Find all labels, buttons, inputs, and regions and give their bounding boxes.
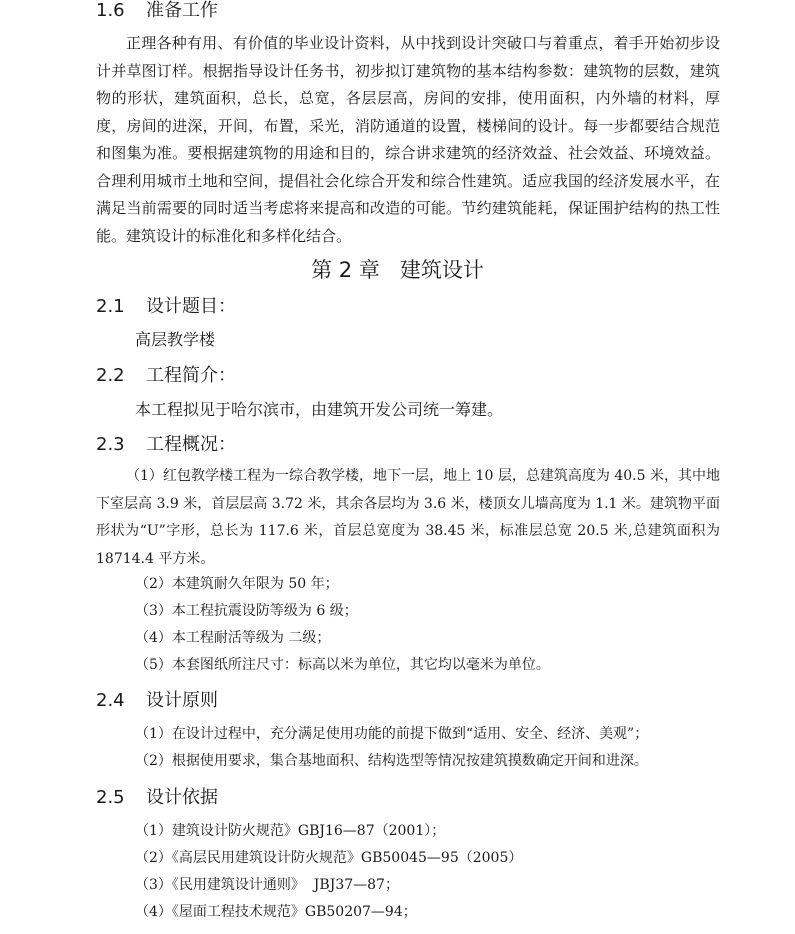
section-heading-2-5 bbox=[96, 783, 218, 809]
list-item: （4）本工程耐活等级为 二级； bbox=[135, 630, 331, 646]
section-1-6-paragraph: 正理各种有用、有价值的毕业设计资料，从中找到设计突破口与着重点，着手开始初步设计并草图订样。根据指导设计任务书，初步拟订建筑物的基本结构参数：建筑物的层数，建筑物的形状，建筑面积，总长，总宽，各层层高，房间的安排，使用面积，内外墙的材料，厚度，房间的进深，开间，布置，采光，消防通道的设置，楼梯间的设计。每一步都要结合规范和图集为准。要根据建筑物的用途和目的，综合讲求建筑的经济效益、社会效益、环境效益。合理利用城市土地和空间，提倡社会化综合开发和综合性建筑。适应我国的经济发展水平，在满足当前需要的同时适当考虑将来提高和改造的可能。节约建筑能耗，保证围护结构的热工性能。建筑设计的标准化和多样化结合。 bbox=[96, 34, 720, 245]
section-number: 2.4 bbox=[96, 690, 125, 711]
section-heading-1-6 bbox=[96, 0, 218, 22]
section-2-2-text: 本工程拟见于哈尔滨市，由建筑开发公司统一筹建。 bbox=[135, 400, 504, 419]
section-heading-2-3 bbox=[96, 430, 236, 456]
section-heading-2-4 bbox=[96, 686, 218, 712]
section-title: 工程概况： bbox=[146, 434, 236, 455]
chapter-heading bbox=[0, 254, 795, 284]
section-title: 设计题目： bbox=[146, 296, 236, 317]
chapter-label: 第 2 章 bbox=[311, 258, 380, 282]
section-number: 2.3 bbox=[96, 434, 125, 455]
section-heading-2-1 bbox=[96, 292, 236, 318]
list-item: （1）在设计过程中，充分满足使用功能的前提下做到“适用、安全、经济、美观”； bbox=[135, 726, 649, 742]
section-2-3-paragraph: （1）红包教学楼工程为一综合教学楼，地下一层，地上 10 层，总建筑高度为 40.5 米，其中地下室层高 3.9 米，首层层高 3.72 米，其余各层均为 3.6 米，楼顶女儿墙高度为 1.1 米。建筑物平面形状为“U”字形，总长为 117.6 米，首层总宽度为 38.45 米，标准层总宽 20.5 米,总建筑面积为 18714.4 平方米。 bbox=[96, 468, 720, 567]
list-item: （3）本工程抗震设防等级为 6 级； bbox=[135, 603, 358, 619]
list-item: （5）本套图纸所注尺寸：标高以米为单位，其它均以毫米为单位。 bbox=[135, 657, 550, 673]
list-item: （2）本建筑耐久年限为 50 年； bbox=[135, 576, 339, 592]
list-item: （4）《屋面工程技术规范》GB50207—94； bbox=[135, 904, 417, 920]
section-number: 2.1 bbox=[96, 296, 125, 317]
section-title: 工程简介： bbox=[146, 365, 236, 386]
section-title: 准备工作 bbox=[146, 0, 218, 21]
list-item: （2）根据使用要求，集合基地面积、结构选型等情况按建筑摸数确定开间和进深。 bbox=[135, 753, 648, 769]
section-number: 1.6 bbox=[96, 0, 125, 21]
list-item: （1）建筑设计防火规范》GBJ16—87（2001）； bbox=[135, 823, 446, 839]
section-2-1-text: 高层教学楼 bbox=[135, 330, 216, 349]
list-item: （2）《高层民用建筑设计防火规范》GB50045—95（2005） bbox=[135, 850, 523, 866]
section-number: 2.2 bbox=[96, 365, 125, 386]
section-heading-2-2 bbox=[96, 361, 236, 387]
chapter-title: 建筑设计 bbox=[399, 258, 484, 282]
list-item: （3）《民用建筑设计通则》 JBJ37—87； bbox=[135, 877, 399, 893]
section-number: 2.5 bbox=[96, 787, 125, 808]
section-title: 设计依据 bbox=[146, 787, 218, 808]
section-title: 设计原则 bbox=[146, 690, 218, 711]
